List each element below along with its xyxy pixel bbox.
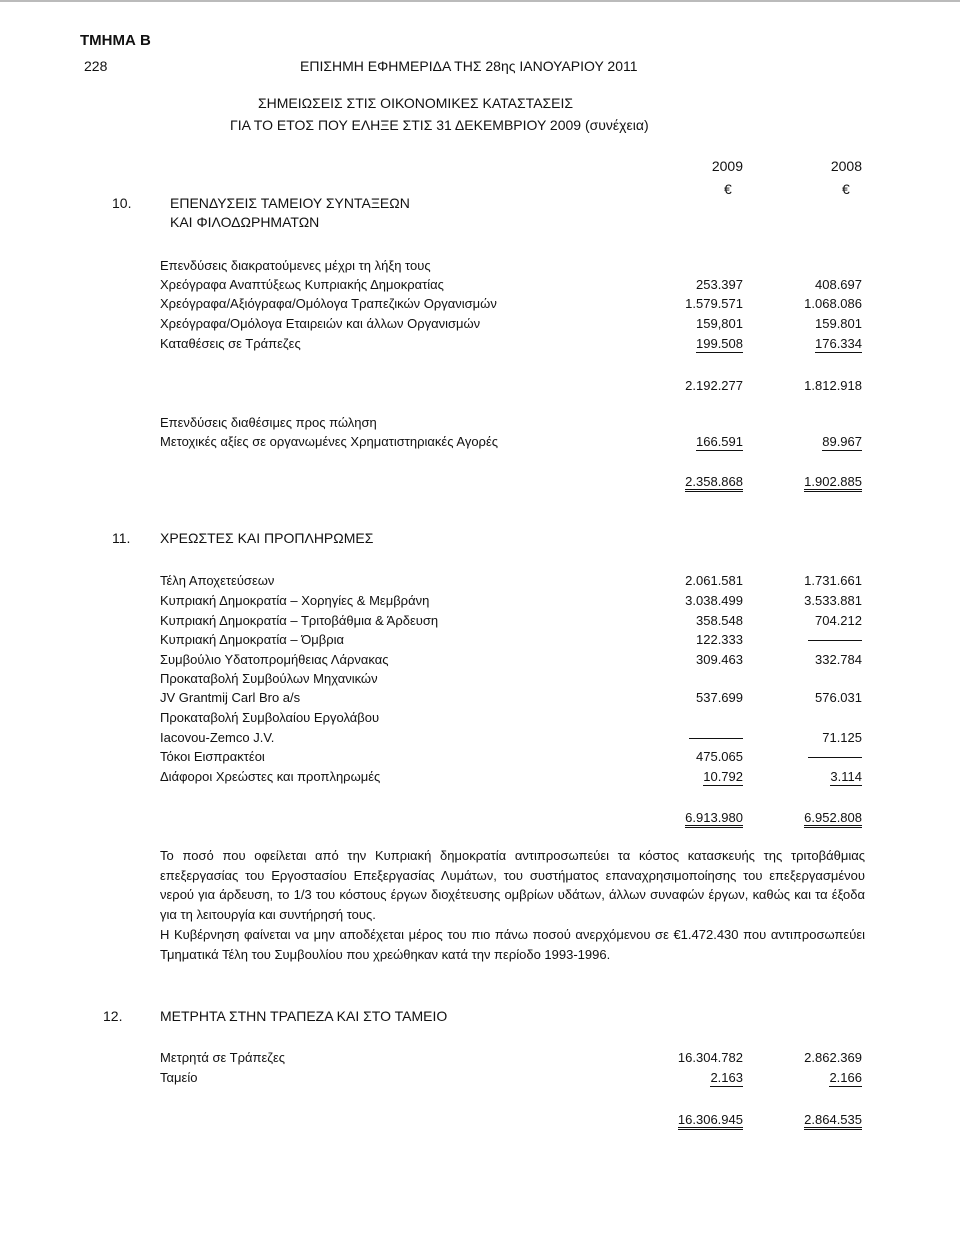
scan-edge [0,0,960,2]
held-row-label: Χρεόγραφα Αναπτύξεως Κυπριακής Δημοκρατίας [160,277,444,292]
note12-title: ΜΕΤΡΗΤΑ ΣΤΗΝ ΤΡΑΠΕΖΑ ΚΑΙ ΣΤΟ ΤΑΜΕΙΟ [160,1008,448,1024]
held-total-2008: 1.812.918 [804,378,862,393]
held-row-2008: 1.068.086 [804,296,862,311]
note12-number: 12. [103,1008,123,1024]
debtor-row-2009: 3.038.499 [685,593,743,608]
debtor-row-label: Συμβούλιο Υδατοπρομήθειας Λάρνακας [160,652,389,667]
note10-grand-total-2009: 2.358.868 [685,474,743,492]
cash-row-2008: 2.862.369 [804,1050,862,1065]
debtor-row-2008: 704.212 [815,613,862,628]
cash-row-2009: 2.163 [710,1070,743,1085]
note12-total-2009: 16.306.945 [678,1112,743,1130]
debtor-row-2009: 10.792 [703,769,743,784]
nil-dash-2008 [752,632,862,647]
held-row-2009: 199.508 [696,336,743,351]
held-row-2009: 1.579.571 [685,296,743,311]
held-row-2009: 159,801 [696,316,743,331]
debtor-row-label: Iacovou-Zemco J.V. [160,730,275,745]
notes-title-line1: ΣΗΜΕΙΩΣΕΙΣ ΣΤΙΣ ΟΙΚΟΝΟΜΙΚΕΣ ΚΑΤΑΣΤΑΣΕΙΣ [258,95,574,111]
note11-title: ΧΡΕΩΣΤΕΣ ΚΑΙ ΠΡΟΠΛΗΡΩΜΕΣ [160,530,374,546]
page-number: 228 [84,58,108,74]
afs-row-label: Μετοχικές αξίες σε οργανωμένες Χρηματιστηριακές Αγορές [160,434,499,449]
debtor-row-label: Διάφοροι Χρεώστες και προπληρωμές [160,769,381,784]
debtor-row-label: Τέλη Αποχετεύσεων [160,573,275,588]
section-label: ΤΜΗΜΑ Β [80,32,151,49]
note11-total-2008: 6.952.808 [804,810,862,828]
debtor-row-2008: 332.784 [815,652,862,667]
note11-paragraph-1: Το ποσό που οφείλεται από την Κυπριακή δημοκρατία αντιπροσωπεύει τα κόστος κατασκευής της τριτοβάθμιας επεξεργασίας του Εργοστασίου Επεξεργασίας Λυμάτων, του συστήματος επαναχρησιμοποίησης του επεξεργασμένου νερού για άρδευση, το 1/3 του κόστους έργων διοχέτευσης ομβρίων υδάτων, άλλων συναφών έργων, καθώς και τα έξοδα για τη λειτουργία και συντήρησή τους. [160,848,865,922]
nil-dash-2009 [633,730,743,745]
gazette-title: ΕΠΙΣΗΜΗ ΕΦΗΜΕΡΙΔΑ ΤΗΣ 28ης ΙΑΝΟΥΑΡΙΟΥ 2011 [300,58,638,74]
note10-title-line1: ΕΠΕΝΔΥΣΕΙΣ ΤΑΜΕΙΟΥ ΣΥΝΤΑΞΕΩΝ [170,195,410,211]
debtor-row-label: Κυπριακή Δημοκρατία – Τριτοβάθμια & Άρδευση [160,613,439,628]
held-row-2008: 408.697 [815,277,862,292]
held-heading: Επενδύσεις διακρατούμενες μέχρι τη λήξη τους [160,258,431,273]
debtor-row-label: JV Grantmij Carl Bro a/s [160,690,301,705]
afs-row-2009: 166.591 [696,434,743,449]
afs-heading: Επενδύσεις διαθέσιμες προς πώληση [160,415,377,430]
afs-row-2008: 89.967 [822,434,862,449]
debtor-row-2009: 358.548 [696,613,743,628]
debtor-row-label: Κυπριακή Δημοκρατία – Όμβρια [160,632,345,647]
held-row-label: Χρεόγραφα/Αξιόγραφα/Ομόλογα Τραπεζικών Οργανισμών [160,296,497,311]
note11-number: 11. [112,530,131,546]
note10-number: 10. [112,195,132,211]
debtor-row-2008: 3.533.881 [804,593,862,608]
debtor-row-2009: 309.463 [696,652,743,667]
debtor-row-2008: 1.731.661 [804,573,862,588]
note11-total-2009: 6.913.980 [685,810,743,828]
notes-title-line2: ΓΙΑ ΤΟ ΕΤΟΣ ΠΟΥ ΕΛΗΞΕ ΣΤΙΣ 31 ΔΕΚΕΜΒΡΙΟΥ 2009 (συνέχεια) [230,117,649,133]
cash-row-2009: 16.304.782 [677,1050,743,1065]
debtor-row-label: Κυπριακή Δημοκρατία – Χορηγίες & Μεμβράνη [160,593,430,608]
cash-row-label: Ταμείο [160,1070,198,1085]
cash-row-label: Μετρητά σε Τράπεζες [160,1050,286,1065]
debtor-row-2008: 3.114 [830,769,862,784]
debtor-row-label: Τόκοι Εισπρακτέοι [160,749,265,764]
debtor-row-2008: 71.125 [822,730,862,745]
held-row-2009: 253.397 [696,277,743,292]
debtor-row-2009: 122.333 [696,632,743,647]
column-year-2008: 2008 [830,158,862,174]
held-row-2008: 159.801 [815,316,862,331]
debtor-row-2009: 2.061.581 [685,573,743,588]
debtor-row-2008: 576.031 [815,690,862,705]
cash-row-2008: 2.166 [829,1070,862,1085]
held-row-label: Καταθέσεις σε Τράπεζες [160,336,301,351]
note10-title-line2: ΚΑΙ ΦΙΛΟΔΩΡΗΜΑΤΩΝ [170,214,320,230]
held-total-2009: 2.192.277 [685,378,743,393]
debtor-row-label: Προκαταβολή Συμβούλων Μηχανικών [160,671,378,686]
debtor-row-2009: 475.065 [696,749,743,764]
held-row-2008: 176.334 [815,336,862,351]
note12-total-2008: 2.864.535 [804,1112,862,1130]
held-row-label: Χρεόγραφα/Ομόλογα Εταιρειών και άλλων Οργανισμών [160,316,481,331]
note10-grand-total-2008: 1.902.885 [804,474,862,492]
debtor-row-2009: 537.699 [696,690,743,705]
column-year-2009: 2009 [711,158,743,174]
note11-paragraph-2: Η Κυβέρνηση φαίνεται να μην αποδέχεται μέρος του πιο πάνω ποσού ανερχόμενου σε €1.472.430 που αντιπροσωπεύει Τμηματικά Τέλη του Συμβουλίου που χρεώθηκαν κατά την περίοδο 1993-1996. [160,927,865,962]
nil-dash-2008 [752,749,862,764]
debtor-row-label: Προκαταβολή Συμβολαίου Εργολάβου [160,710,380,725]
currency-2009: € [724,181,732,197]
currency-2008: € [842,181,850,197]
